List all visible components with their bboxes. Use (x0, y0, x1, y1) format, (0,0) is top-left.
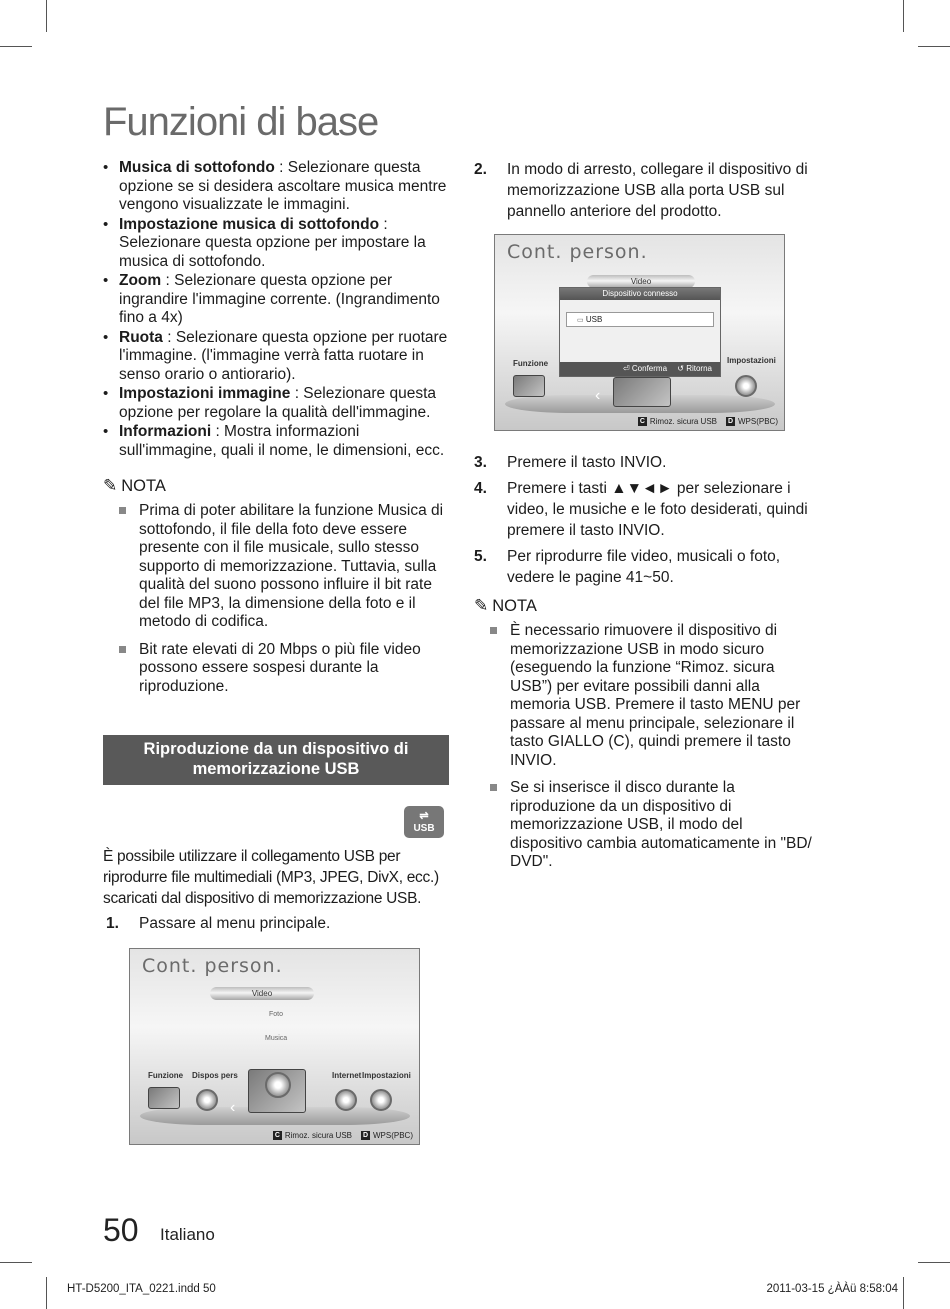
menu-impostazioni: Impostazioni (727, 356, 776, 365)
list-item (103, 272, 453, 328)
step-item (474, 478, 819, 541)
key-name: INVIO (510, 751, 553, 769)
term: Zoom (119, 272, 162, 289)
key-d-icon: D (362, 1132, 369, 1139)
term: Musica di sottofondo (119, 159, 275, 176)
print-slug-file: HT-D5200_ITA_0221.indd 50 (67, 1283, 216, 1295)
term: Ruota (119, 328, 163, 346)
internet-icon (335, 1089, 357, 1111)
wps-label: WPS(PBC) (373, 1131, 413, 1140)
section-heading: Riproduzione da un dispositivo di memorizzazione USB (103, 735, 449, 785)
left-arrow-icon: ‹ (230, 1099, 236, 1116)
step-text: Per riprodurre file video, musicali o foto, vedere le pagine 41~50. (507, 548, 781, 586)
list-item (103, 329, 453, 385)
note-list (103, 502, 453, 696)
gear-icon (735, 375, 757, 397)
dialog-footer (560, 362, 720, 376)
key-name: INVIO (618, 522, 661, 539)
intro-paragraph: È possibile utilizzare il collegamento USB per riprodurre file multimediali (MP3, JPEG, DivX, ecc.) scaricati dal dispositivo di memorizzazione USB. (103, 848, 439, 907)
right-column (474, 159, 819, 227)
funzione-icon (148, 1087, 180, 1109)
screen-title: Cont. person. (507, 241, 648, 263)
page-language: Italiano (160, 1225, 215, 1244)
screen-footer (273, 1131, 413, 1140)
step-text: Passare al menu principale. (139, 915, 331, 932)
device-connected-dialog (559, 287, 721, 377)
rimoz-label: Rimoz. sicura USB (649, 417, 717, 426)
note-heading (474, 596, 819, 616)
note-item (474, 779, 819, 872)
menu-item-video: Video (210, 987, 314, 1000)
note-label: NOTA (492, 596, 537, 615)
list-item (103, 159, 453, 215)
description: : Selezionare questa opzione se si desidera ascoltare musica mentre vengono visualizzate le immagini. (119, 159, 447, 213)
note-item: Bit rate elevati di 20 Mbps o più file video possono essere sospesi durante la riproduzione. (103, 641, 453, 697)
home-menu-screenshot (129, 948, 420, 1145)
step-item (474, 452, 819, 473)
note-item (474, 622, 819, 770)
screen-title: Cont. person. (142, 955, 283, 977)
film-reel-icon (265, 1072, 291, 1098)
key-d-icon: D (727, 418, 734, 425)
menu-item-video: Video (587, 275, 695, 288)
confirm-button[interactable]: Conferma (631, 364, 668, 373)
usb-symbol-icon: ⇌ (419, 810, 429, 822)
screen-footer (638, 417, 778, 426)
note-text: per passare al menu principale, selezionare il tasto (510, 696, 801, 750)
usb-drive-icon: ▭ (577, 317, 584, 324)
crop-mark (46, 0, 47, 32)
list-item (103, 216, 453, 272)
page-number: 50 (103, 1212, 139, 1248)
dispos-icon (196, 1089, 218, 1111)
term: Impostazione musica di sottofondo (119, 215, 380, 233)
usb-label: USB (413, 823, 435, 834)
step-number: 5. (474, 548, 487, 565)
menu-item-foto: Foto (269, 1011, 284, 1018)
step-text: Premere il tasto (507, 454, 620, 471)
menu-internet: Internet (332, 1071, 362, 1080)
note-text: Se si inserisce il disco durante la riproduzione da un dispositivo di memorizzazione USB, il modo del dispositivo cambia automaticamente in "BD/ DVD". (510, 779, 812, 870)
step-text: In modo di arresto, collegare il dispositivo di memorizzazione USB alla porta USB sul pannello anteriore del prodotto. (507, 161, 808, 220)
menu-funzione: Funzione (148, 1071, 184, 1080)
crop-mark (903, 1277, 904, 1309)
term: Informazioni (119, 423, 212, 440)
crop-mark (918, 1262, 950, 1263)
term: Impostazioni immagine (119, 385, 291, 402)
gear-icon (370, 1089, 392, 1111)
menu-impostazioni: Impostazioni (362, 1071, 411, 1080)
description: : Selezionare questa opzione per impostare la musica di sottofondo. (119, 215, 426, 270)
note-text: , quindi premere il tasto (629, 733, 791, 750)
step-text-end: . (660, 522, 665, 539)
step-number: 1. (106, 915, 119, 932)
note-list (474, 622, 819, 872)
pencil-icon: ✎ (474, 596, 489, 615)
description: : Selezionare questa opzione per ingrandire l'immagine corrente. (Ingrandimento fino a 4x) (119, 272, 440, 326)
return-button[interactable]: Ritorna (686, 364, 712, 373)
step-number: 3. (474, 454, 487, 471)
usb-connected-screenshot (494, 234, 785, 431)
description: : Selezionare questa opzione per ruotare l'immagine. (l'immagine verrà fatta ruotare in senso orario o antiorario). (119, 328, 448, 383)
rimoz-label: Rimoz. sicura USB (284, 1131, 352, 1140)
page-title: Funzioni di base (103, 100, 379, 144)
dialog-title: Dispositivo connesso (560, 288, 720, 300)
step-text: Premere i tasti ▲▼◄► per selezionare i video, le musiche e le foto desiderati, quindi premere il tasto (507, 480, 808, 539)
step-item (106, 913, 456, 934)
key-name: INVIO (619, 454, 663, 471)
print-slug-date: 2011-03-15 ¿ÀÀü 8:58:04 (766, 1283, 898, 1295)
enter-icon: ⏎ (622, 364, 630, 373)
video-icon (613, 377, 671, 407)
crop-mark (0, 46, 32, 47)
menu-funzione: Funzione (513, 359, 549, 368)
step-list (106, 913, 456, 939)
note-text: È necessario rimuovere il dispositivo di memorizzazione USB in modo sicuro (eseguendo la funzione “Rimoz. sicura USB”) per evitare possibili danni alla memoria USB. Premere il tasto (510, 622, 778, 713)
note-heading (103, 476, 453, 496)
key-name: GIALLO (C) (547, 733, 630, 750)
feature-list (103, 159, 453, 460)
note-text: . (552, 751, 557, 769)
menu-item-musica: Musica (265, 1035, 288, 1042)
key-c-icon: C (274, 1132, 280, 1139)
return-icon: ↺ (677, 364, 684, 373)
usb-device-item[interactable] (566, 312, 714, 327)
step-number: 2. (474, 161, 487, 178)
usb-device-label: USB (585, 315, 603, 324)
description: : Selezionare questa opzione per regolare la qualità dell'immagine. (119, 385, 437, 421)
description: : Mostra informazioni sull'immagine, quali il nome, le dimensioni, ecc. (119, 423, 445, 459)
step-list (474, 452, 819, 588)
note-item: Prima di poter abilitare la funzione Musica di sottofondo, il file della foto deve essere presente con il file musicale, sullo stesso supporto di memorizzazione. Tuttavia, sulla qualità del suono possono influire il bit rate del file MP3, la dimensione della foto e il metodo di codifica. (103, 502, 453, 632)
funzione-icon (513, 375, 545, 397)
left-column (103, 159, 453, 705)
list-item (103, 385, 453, 422)
key-name: MENU (727, 696, 774, 713)
menu-dispos-pers: Dispos pers (192, 1071, 238, 1080)
usb-icon (404, 806, 444, 838)
left-arrow-icon: ‹ (595, 387, 601, 404)
crop-mark (918, 46, 950, 47)
right-column-lower (474, 452, 819, 881)
step-list (474, 159, 819, 222)
wps-label: WPS(PBC) (738, 417, 778, 426)
crop-mark (46, 1277, 47, 1309)
pencil-icon: ✎ (103, 476, 118, 495)
step-item (474, 159, 819, 222)
step-number: 4. (474, 480, 487, 497)
key-c-icon: C (639, 418, 645, 425)
note-label: NOTA (121, 476, 166, 495)
list-item (103, 423, 453, 460)
step-item (474, 546, 819, 588)
step-text-end: . (662, 454, 667, 471)
crop-mark (0, 1262, 32, 1263)
crop-mark (903, 0, 904, 32)
